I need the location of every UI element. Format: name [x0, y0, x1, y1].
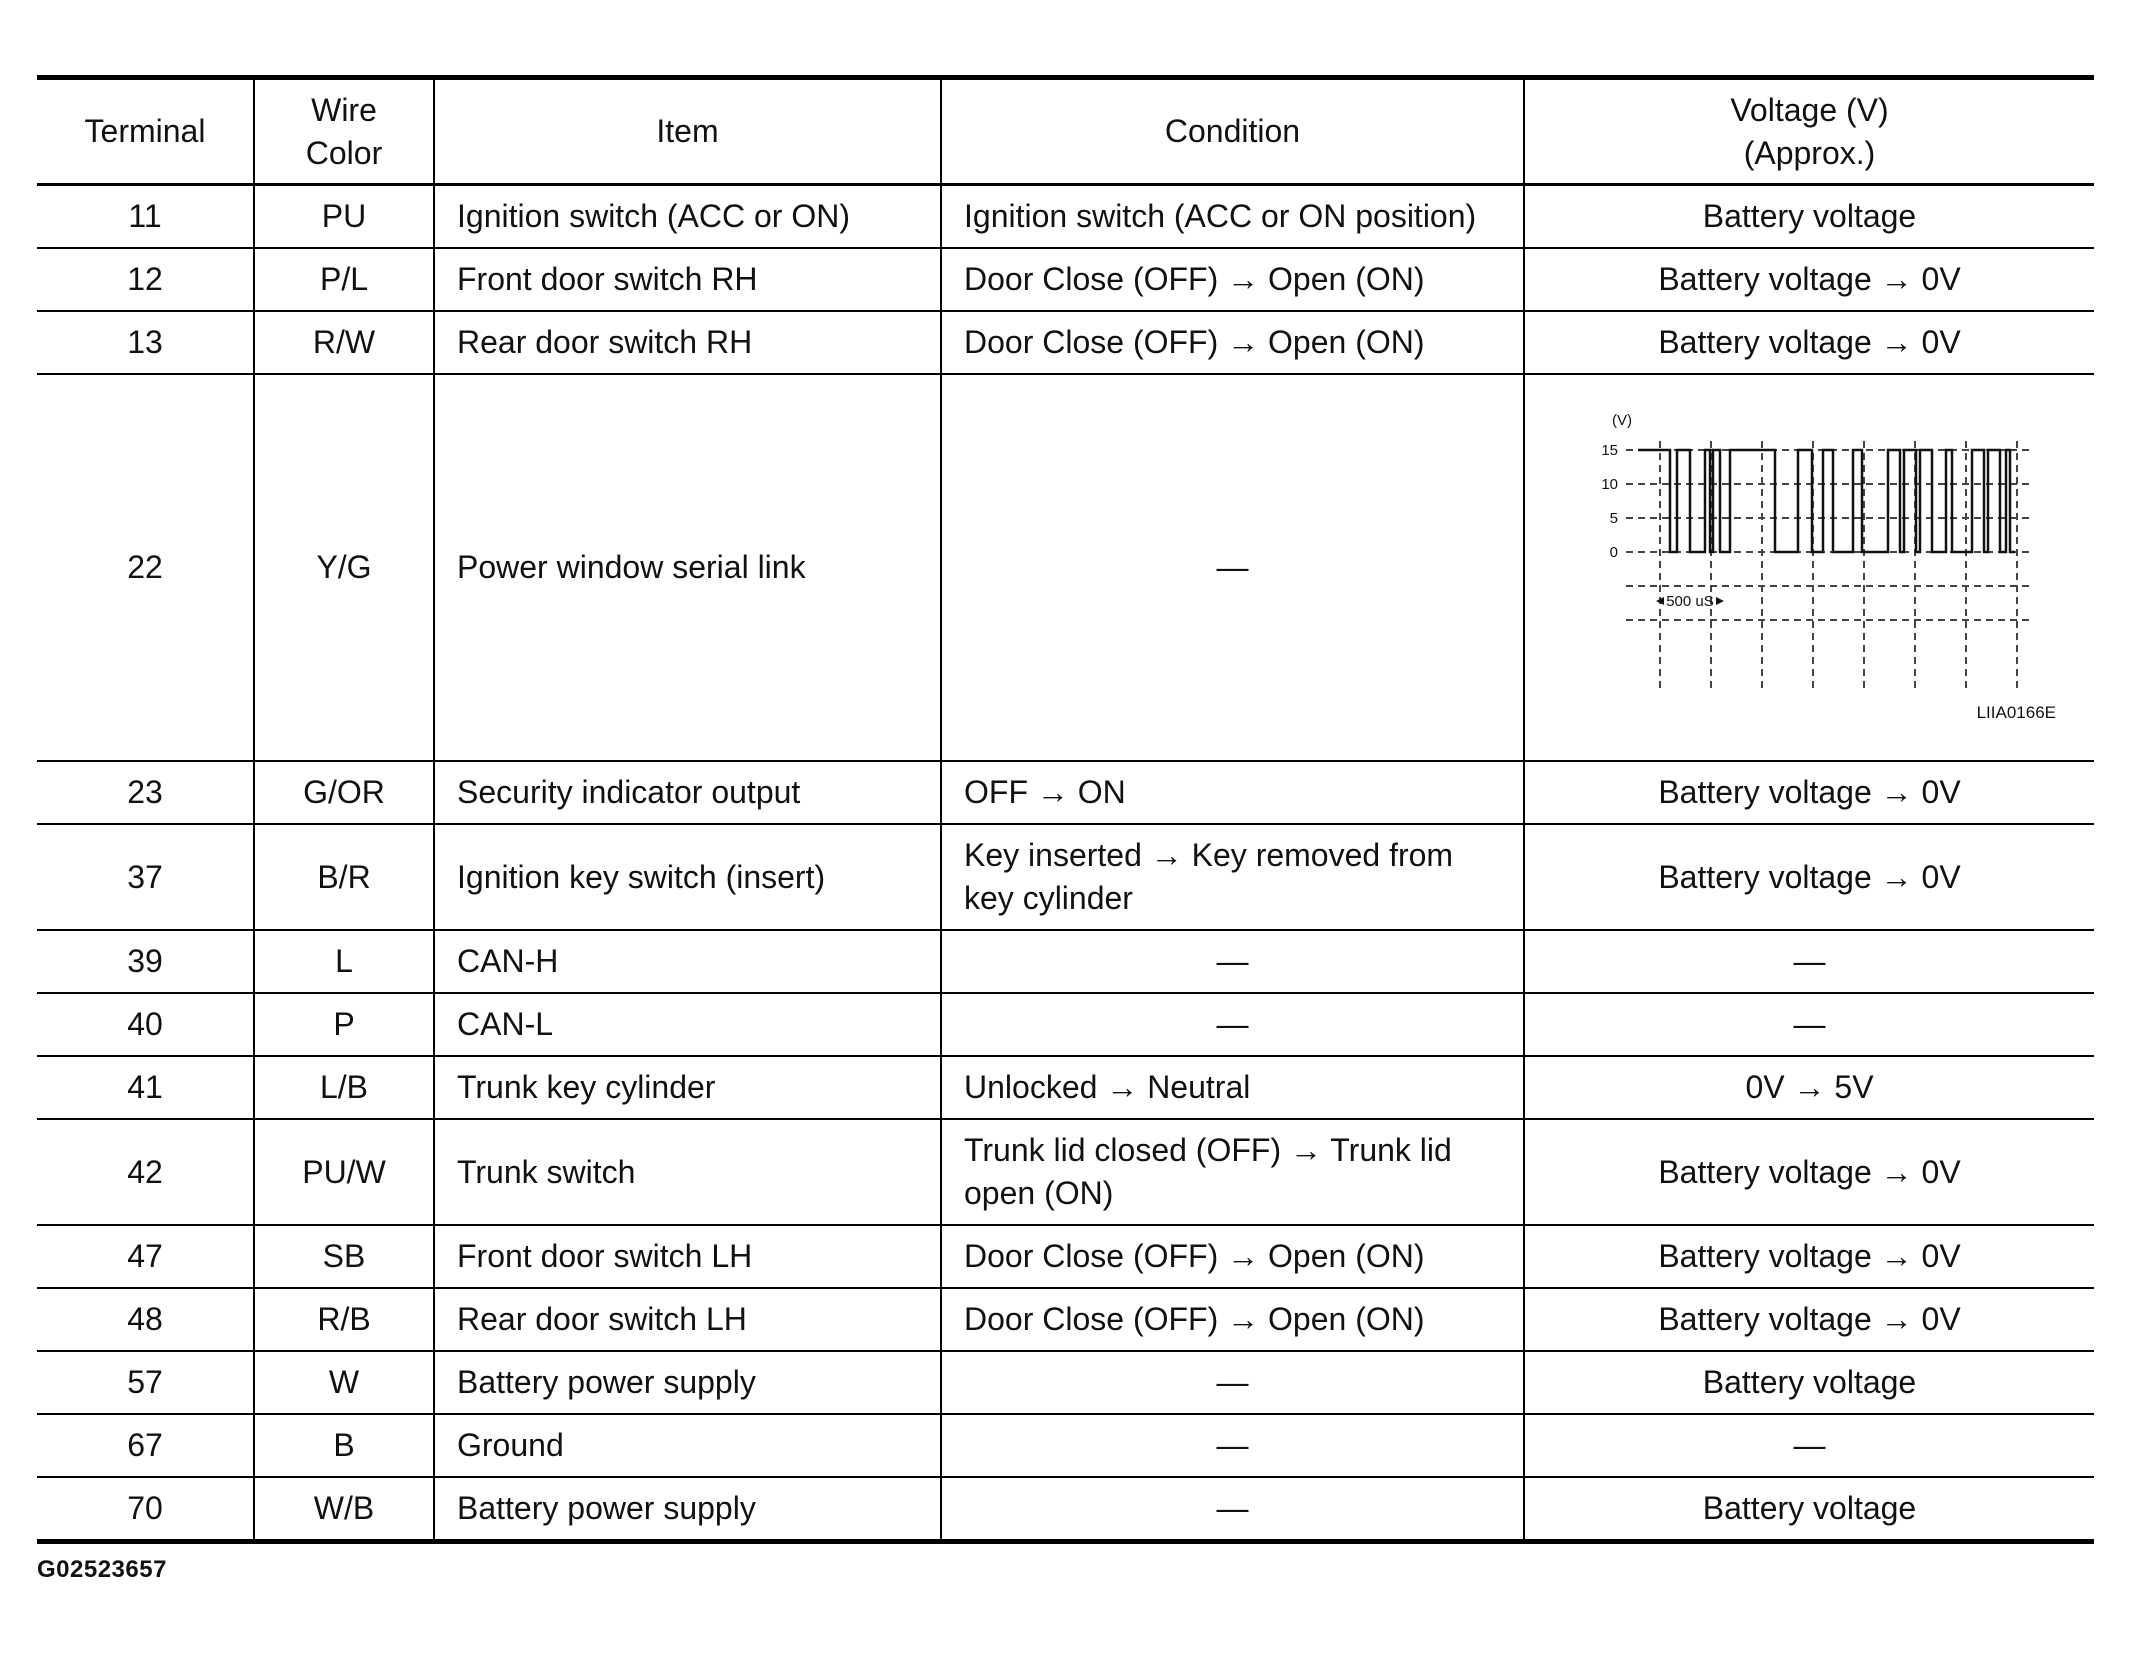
cell-terminal: 47 — [37, 1225, 254, 1288]
cell-terminal: 42 — [37, 1119, 254, 1225]
header-terminal: Terminal — [37, 78, 254, 185]
table-row — [37, 824, 2094, 930]
waveform-figure-code: LIIA0166E — [1976, 702, 2056, 722]
cell-voltage: Battery voltage → 0V — [1524, 761, 2094, 824]
cell-condition: Trunk lid closed (OFF) → Trunk lid open (ON) — [941, 1119, 1524, 1225]
cell-terminal: 70 — [37, 1477, 254, 1542]
table-row — [37, 1477, 2094, 1542]
figure-id: G02523657 — [37, 1556, 167, 1583]
cell-voltage: Battery voltage → 0V — [1524, 248, 2094, 311]
cell-wire-color: W/B — [254, 1477, 434, 1542]
cell-terminal: 37 — [37, 824, 254, 930]
table-row — [37, 1056, 2094, 1119]
waveform-y-tick: 5 — [1609, 509, 1618, 527]
cell-voltage: Battery voltage → 0V — [1524, 311, 2094, 374]
cell-item: Front door switch RH — [434, 248, 941, 311]
cell-item: Security indicator output — [434, 761, 941, 824]
cell-condition: — — [941, 1351, 1524, 1414]
terminal-voltage-table — [37, 75, 2094, 1544]
waveform-signal — [1638, 450, 2015, 552]
cell-condition: — — [941, 930, 1524, 993]
cell-item: Ignition switch (ACC or ON) — [434, 185, 941, 249]
cell-wire-color: G/OR — [254, 761, 434, 824]
cell-condition: Ignition switch (ACC or ON position) — [941, 185, 1524, 249]
table-row — [37, 185, 2094, 249]
cell-item: Battery power supply — [434, 1351, 941, 1414]
waveform-unit-label: (V) — [1611, 411, 1632, 429]
cell-terminal: 13 — [37, 311, 254, 374]
table-row — [37, 930, 2094, 993]
cell-item: Trunk key cylinder — [434, 1056, 941, 1119]
cell-voltage: 0V → 5V — [1524, 1056, 2094, 1119]
cell-condition: — — [941, 1477, 1524, 1542]
cell-condition: — — [941, 374, 1524, 761]
cell-condition: Door Close (OFF) → Open (ON) — [941, 311, 1524, 374]
cell-terminal: 67 — [37, 1414, 254, 1477]
cell-terminal: 40 — [37, 993, 254, 1056]
cell-voltage: Battery voltage → 0V — [1524, 1225, 2094, 1288]
cell-wire-color: P — [254, 993, 434, 1056]
table-row — [37, 993, 2094, 1056]
cell-condition: — — [941, 993, 1524, 1056]
table-row — [37, 1225, 2094, 1288]
cell-wire-color: SB — [254, 1225, 434, 1288]
cell-item: Ignition key switch (insert) — [434, 824, 941, 930]
cell-voltage-waveform — [1524, 374, 2094, 761]
cell-voltage: Battery voltage → 0V — [1524, 824, 2094, 930]
cell-wire-color: B — [254, 1414, 434, 1477]
cell-terminal: 57 — [37, 1351, 254, 1414]
cell-condition: Door Close (OFF) → Open (ON) — [941, 1288, 1524, 1351]
header-voltage: Voltage (V) (Approx.) — [1524, 78, 2094, 185]
cell-condition: Door Close (OFF) → Open (ON) — [941, 1225, 1524, 1288]
cell-item: CAN-L — [434, 993, 941, 1056]
table-row — [37, 374, 2094, 761]
cell-voltage: — — [1524, 930, 2094, 993]
cell-item: Front door switch LH — [434, 1225, 941, 1288]
table-row — [37, 761, 2094, 824]
cell-wire-color: B/R — [254, 824, 434, 930]
header-condition: Condition — [941, 78, 1524, 185]
cell-voltage: Battery voltage → 0V — [1524, 1119, 2094, 1225]
cell-wire-color: P/L — [254, 248, 434, 311]
cell-item: Trunk switch — [434, 1119, 941, 1225]
table-row — [37, 311, 2094, 374]
table-row — [37, 248, 2094, 311]
cell-condition: Key inserted → Key removed from key cylinder — [941, 824, 1524, 930]
header-item: Item — [434, 78, 941, 185]
cell-item: Ground — [434, 1414, 941, 1477]
cell-terminal: 41 — [37, 1056, 254, 1119]
cell-voltage: — — [1524, 1414, 2094, 1477]
cell-item: CAN-H — [434, 930, 941, 993]
cell-voltage: Battery voltage — [1524, 1351, 2094, 1414]
cell-item: Rear door switch LH — [434, 1288, 941, 1351]
cell-wire-color: PU — [254, 185, 434, 249]
cell-wire-color: R/B — [254, 1288, 434, 1351]
waveform-y-tick: 10 — [1600, 475, 1618, 493]
waveform-grid — [1626, 441, 2030, 693]
table-row — [37, 1288, 2094, 1351]
table-row — [37, 1351, 2094, 1414]
cell-wire-color: Y/G — [254, 374, 434, 761]
serial-link-waveform — [1560, 403, 2060, 733]
cell-terminal: 48 — [37, 1288, 254, 1351]
header-wire-color: Wire Color — [254, 78, 434, 185]
cell-condition: OFF → ON — [941, 761, 1524, 824]
waveform-y-tick: 15 — [1600, 441, 1618, 459]
cell-wire-color: W — [254, 1351, 434, 1414]
cell-terminal: 39 — [37, 930, 254, 993]
cell-terminal: 12 — [37, 248, 254, 311]
cell-voltage: — — [1524, 993, 2094, 1056]
table-row — [37, 1414, 2094, 1477]
cell-item: Rear door switch RH — [434, 311, 941, 374]
cell-voltage: Battery voltage — [1524, 1477, 2094, 1542]
cell-condition: — — [941, 1414, 1524, 1477]
cell-terminal: 23 — [37, 761, 254, 824]
cell-voltage: Battery voltage → 0V — [1524, 1288, 2094, 1351]
cell-item: Battery power supply — [434, 1477, 941, 1542]
waveform-y-tick: 0 — [1609, 543, 1618, 561]
cell-wire-color: L/B — [254, 1056, 434, 1119]
cell-condition: Door Close (OFF) → Open (ON) — [941, 248, 1524, 311]
cell-item: Power window serial link — [434, 374, 941, 761]
cell-condition: Unlocked → Neutral — [941, 1056, 1524, 1119]
table-row — [37, 1119, 2094, 1225]
table-header-row — [37, 78, 2094, 185]
cell-voltage: Battery voltage — [1524, 185, 2094, 249]
cell-wire-color: L — [254, 930, 434, 993]
cell-terminal: 22 — [37, 374, 254, 761]
cell-wire-color: PU/W — [254, 1119, 434, 1225]
waveform-time-label: 500 uS — [1665, 592, 1714, 610]
cell-wire-color: R/W — [254, 311, 434, 374]
cell-terminal: 11 — [37, 185, 254, 249]
